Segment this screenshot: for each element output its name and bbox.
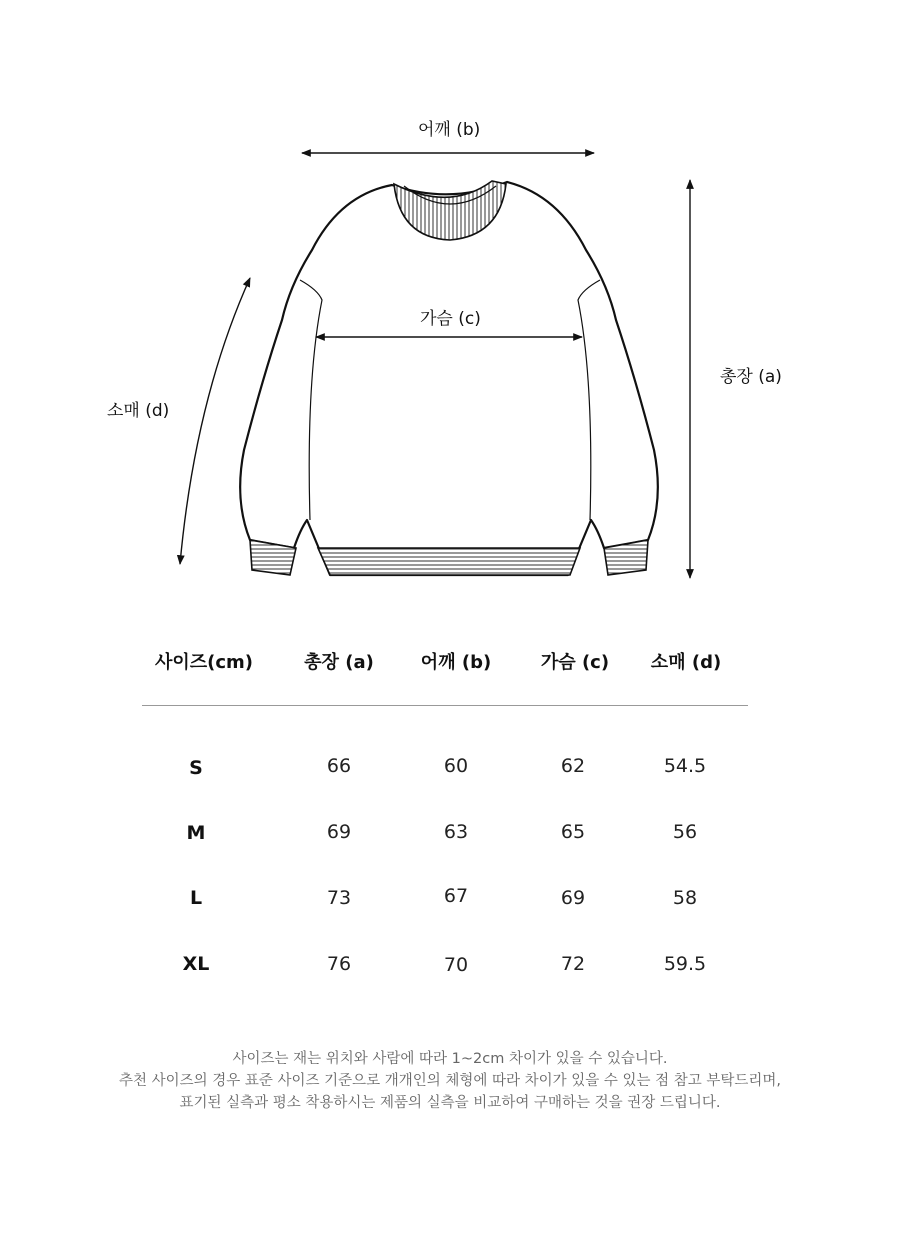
row-size: XL (182, 953, 210, 975)
sleeve-arrow (180, 278, 250, 564)
note-line: 추천 사이즈의 경우 표준 사이즈 기준으로 개개인의 체형에 따라 차이가 있을 수 있는 점 참고 부탁드리며, (118, 1073, 782, 1089)
row-value: 65 (560, 821, 586, 843)
row-value: 69 (326, 821, 352, 843)
header-chest: 가슴 (c) (540, 652, 610, 673)
header-shoulder: 어깨 (b) (420, 652, 492, 673)
header-size: 사이즈(cm) (154, 652, 254, 673)
length-label: 총장 (a) (720, 367, 782, 387)
chest-label: 가슴 (c) (420, 309, 481, 329)
header-length: 총장 (a) (304, 652, 374, 673)
hem-rib (318, 548, 580, 575)
note-line: 표기된 실측과 평소 착용하시는 제품의 실측을 비교하여 구매하는 것을 권장 드립니다. (179, 1095, 721, 1111)
header-sleeve: 소매 (d) (650, 652, 722, 673)
sweatshirt-body (240, 182, 658, 575)
row-value: 62 (560, 755, 586, 777)
row-value: 56 (672, 821, 698, 843)
row-value: 76 (326, 953, 352, 975)
row-value: 69 (560, 887, 586, 909)
table-divider (142, 705, 748, 706)
sweatshirt-diagram (0, 0, 900, 600)
row-size: L (189, 887, 203, 909)
sleeve-label: 소매 (d) (107, 401, 170, 421)
row-value: 54.5 (663, 755, 707, 777)
row-value: 60 (443, 755, 469, 777)
row-value: 59.5 (663, 953, 707, 975)
row-value: 72 (560, 953, 586, 975)
row-value: 70 (443, 954, 469, 976)
note-line: 사이즈는 재는 위치와 사람에 따라 1~2cm 차이가 있을 수 있습니다. (232, 1051, 668, 1067)
row-value: 73 (326, 887, 352, 909)
row-size: S (189, 757, 203, 779)
row-value: 67 (443, 885, 469, 907)
row-size: M (186, 822, 206, 844)
row-value: 58 (672, 887, 698, 909)
shoulder-label: 어깨 (b) (418, 120, 481, 140)
row-value: 66 (326, 755, 352, 777)
row-value: 63 (443, 821, 469, 843)
size-notes (0, 1048, 900, 1114)
